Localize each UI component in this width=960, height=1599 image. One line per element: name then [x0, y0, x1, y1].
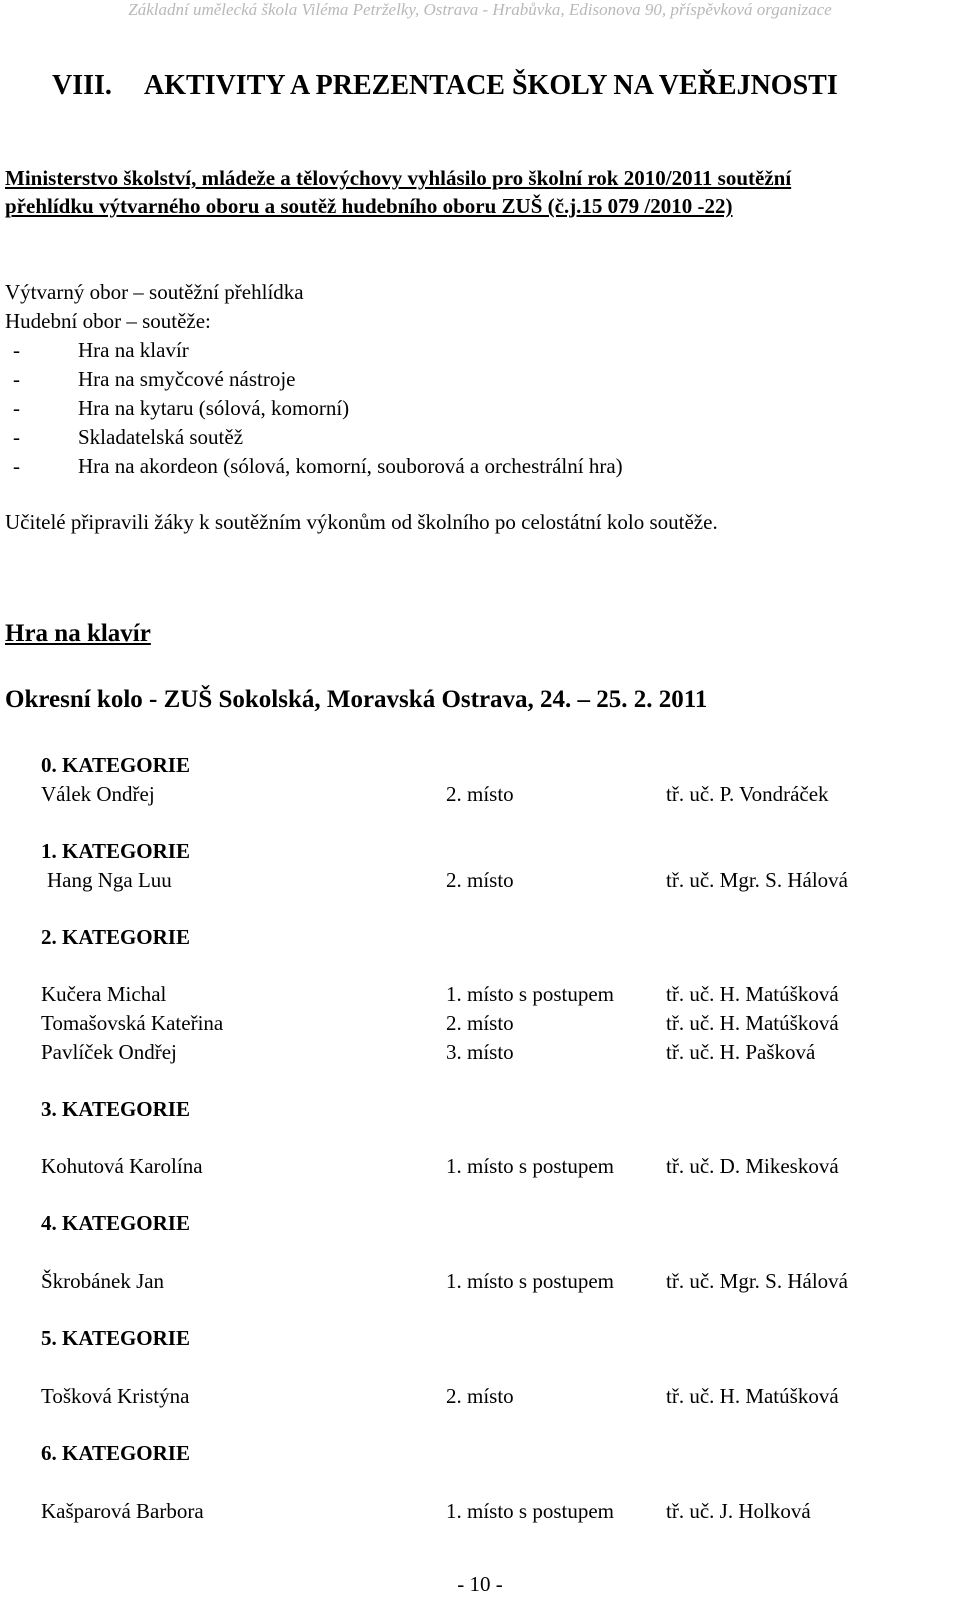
list-dash: -: [13, 338, 20, 362]
student-teacher: tř. uč. H. Pašková: [666, 1040, 816, 1064]
student-teacher: tř. uč. D. Mikesková: [666, 1154, 839, 1178]
category-label: 4. KATEGORIE: [41, 1211, 190, 1235]
list-dash: -: [13, 367, 20, 391]
list-item: Hra na klavír: [78, 338, 189, 362]
list-dash: -: [13, 454, 20, 478]
student-place: 1. místo s postupem: [446, 1154, 615, 1178]
student-place: 1. místo s postupem: [446, 982, 615, 1006]
student-teacher: tř. uč. H. Matúšková: [666, 1011, 839, 1035]
list-item: Hra na akordeon (sólová, komorní, souborová a orchestrální hra): [78, 454, 623, 478]
student-teacher: tř. uč. P. Vondráček: [666, 782, 829, 806]
art-field-line: Výtvarný obor – soutěžní přehlídka: [5, 280, 304, 304]
music-field-line: Hudební obor – soutěže:: [5, 309, 211, 333]
teachers-note: Učitelé připravili žáky k soutěžním výkonům od školního po celostátní kolo soutěže.: [5, 510, 718, 534]
category-label: 3. KATEGORIE: [41, 1097, 190, 1121]
category-label: 6. KATEGORIE: [41, 1441, 190, 1465]
student-teacher: tř. uč. J. Holková: [666, 1499, 811, 1523]
category-label: 2. KATEGORIE: [41, 925, 190, 949]
student-name: Tomašovská Kateřina: [41, 1011, 224, 1035]
list-item: Hra na kytaru (sólová, komorní): [78, 396, 350, 420]
student-name: Pavlíček Ondřej: [41, 1040, 177, 1064]
competition-heading: Hra na klavír: [5, 620, 151, 647]
category-label: 0. KATEGORIE: [41, 753, 190, 777]
list-item: Skladatelská soutěž: [78, 425, 244, 449]
student-name: Válek Ondřej: [41, 782, 155, 806]
category-label: 5. KATEGORIE: [41, 1326, 190, 1350]
student-place: 2. místo: [446, 1384, 514, 1408]
student-name: Kašparová Barbora: [41, 1499, 204, 1523]
student-teacher: tř. uč. Mgr. S. Hálová: [666, 868, 848, 892]
student-name: Škrobánek Jan: [41, 1269, 165, 1293]
competition-round: Okresní kolo - ZUŠ Sokolská, Moravská Ostrava, 24. – 25. 2. 2011: [5, 686, 708, 713]
intro-line-1: Ministerstvo školství, mládeže a tělovýchovy vyhlásilo pro školní rok 2010/2011 soutěžní: [5, 166, 792, 190]
page-number: - 10 -: [457, 1572, 503, 1596]
student-place: 3. místo: [446, 1040, 514, 1064]
list-dash: -: [13, 425, 20, 449]
student-teacher: tř. uč. H. Matúšková: [666, 982, 839, 1006]
student-teacher: tř. uč. Mgr. S. Hálová: [666, 1269, 848, 1293]
section-title: AKTIVITY A PREZENTACE ŠKOLY NA VEŘEJNOSTI: [144, 70, 838, 101]
student-name: Hang Nga Luu: [47, 868, 172, 892]
student-place: 2. místo: [446, 782, 514, 806]
student-place: 1. místo s postupem: [446, 1499, 615, 1523]
student-place: 2. místo: [446, 868, 514, 892]
student-name: Kohutová Karolína: [41, 1154, 203, 1178]
student-place: 2. místo: [446, 1011, 514, 1035]
student-name: Kučera Michal: [41, 982, 167, 1006]
student-name: Tošková Kristýna: [41, 1384, 190, 1408]
student-teacher: tř. uč. H. Matúšková: [666, 1384, 839, 1408]
category-label: 1. KATEGORIE: [41, 839, 190, 863]
student-place: 1. místo s postupem: [446, 1269, 615, 1293]
page-header: Základní umělecká škola Viléma Petrželky, Ostrava - Hrabůvka, Edisonova 90, příspěvková organizace: [128, 0, 832, 19]
section-number: VIII.: [52, 70, 112, 101]
list-item: Hra na smyčcové nástroje: [78, 367, 296, 391]
list-dash: -: [13, 396, 20, 420]
intro-line-2: přehlídku výtvarného oboru a soutěž hudebního oboru ZUŠ (č.j.15 079 /2010 -22): [5, 194, 733, 218]
